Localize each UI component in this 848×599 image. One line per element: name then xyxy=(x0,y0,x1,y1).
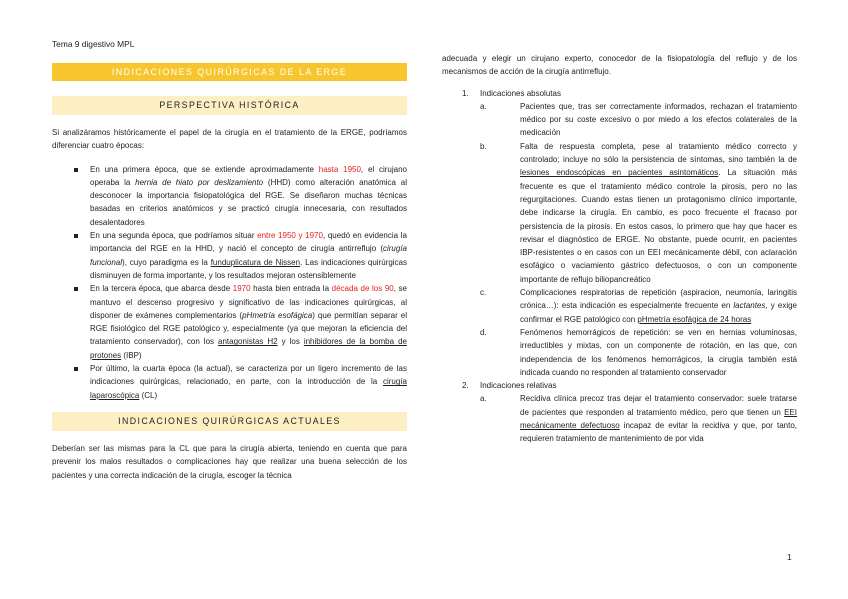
section-title: Indicaciones relativas xyxy=(480,381,557,391)
document-header: Tema 9 digestivo MPL xyxy=(52,39,135,49)
history-item-3: En la tercera época, que abarca desde 1970 hasta bien entrada la década de los 90, se mantuvo el descenso progresivo y significativo de las indicaciones quirúrgicas, al disponer de exámenes complementarios (pHmetría esofágica) que permitían separar el RGE fisiológico del RGE patológico y, especialmente (ya que mejoran la eficiencia del tratamiento conservador), con los antagonistas H2 y los inhibidores de la bomba de protones (IBP) xyxy=(52,282,407,362)
indication-item-a: a. Pacientes que, tras ser correctamente informados, rechazan el tratamiento médico por su coste excesivo o por miedo a los efectos colaterales de la medicación xyxy=(480,101,797,138)
continuation-paragraph: adecuada y elegir un cirujano experto, conocedor de la fisiopatología del reflujo y de los mecanismos de acción de la cirugía antirreflujo. xyxy=(442,54,797,77)
indications-absolutas: 1. Indicaciones absolutas a. Pacientes que, tras ser correctamente informados, rechazan el tratamiento médico por su coste excesivo o por miedo a los efectos colaterales de la medicación b. Falta de respuesta completa, pese al tratamiento médico correcto y controlado; incluye no sólo la persistencia de síntomas, sino también la de lesiones endoscópicas en pacientes asintomáticos. La situación más frecuente es que el tratamiento médico controle la pirosis, pero no las regurgitaciones. Cuando estas tienen un protagonismo clínico importante, debe indicarse la cirugía. En cambio, es poco frecuente el fracaso por persistencia de la pirosis. En estos casos, lo primero que hay que hacer es revisar el diagnóstico de ERGE. No obstante, puede ocurrir, en pacientes IBP-resistentes o en casos con un EEI mecánicamente débil, con aclaración esofágico o vaciamiento gástrico defectuosos, o con un componente importante de reflujo biliopancreático c. Complicaciones respiratorias de repetición (aspiracion, neumonía, laringitis crónica…): esta indicación es especialmente frecuente en lactantes, y exige confirmar el RGE patológico con pHmetría esofágica de 24 horas d. Fenómenos hemorrágicos de repetición: se ven en hernias voluminosas, irreductibles y mixtas, con un componente de rotación, en las que, con independencia de los fenómenos hemorrágicos, la cirugía también está indicada cuando no responden al tratamiento conservador xyxy=(442,87,797,380)
section-banner-indicaciones: INDICACIONES QUIRÚRGICAS DE LA ERGE xyxy=(52,63,407,81)
highlight-text: 1970 xyxy=(232,284,251,294)
underlined-term: inhibidores de la bomba de protones xyxy=(90,337,407,360)
history-item-4: Por último, la cuarta época (la actual), se caracteriza por un ligero incremento de las indicaciones quirúrgicas, relacionado, en parte, con la introducción de la cirugía laparoscópica (CL) xyxy=(52,362,407,402)
underlined-term: antagonistas H2 xyxy=(218,337,278,347)
highlight-text: década de los 90 xyxy=(331,284,394,294)
indication-item-b: b. Falta de respuesta completa, pese al tratamiento médico correcto y controlado; incluye no sólo la persistencia de síntomas, sino también la de lesiones endoscópicas en pacientes asintomáticos. La situación más frecuente es que el tratamiento médico controle la pirosis, pero no las regurgitaciones. Cuando estas tienen un protagonismo clínico importante, debe indicarse la cirugía. En cambio, es poco frecuente el fracaso por persistencia de la pirosis. En estos casos, lo primero que hay que hacer es revisar el diagnóstico de ERGE. No obstante, puede ocurrir, en pacientes IBP-resistentes o en casos con un EEI mecánicamente débil, con aclaración esofágico o vaciamiento gástrico defectuosos, o con un componente importante de reflujo biliopancreático xyxy=(480,141,797,284)
bullet-icon xyxy=(74,367,78,371)
highlight-text: entre 1950 y 1970 xyxy=(257,231,323,241)
highlight-text: hasta 1950 xyxy=(318,164,361,174)
section-title: Indicaciones absolutas xyxy=(480,88,561,98)
history-list xyxy=(52,163,407,402)
closing-paragraph: Deberían ser las mismas para la CL que para la cirugía abierta, teniendo en cuenta que para prevenir los malos resultados o complicaciones hay que realizar una buena selección de los pacientes y una correcta indicación de la cirugía, escoger la técnica xyxy=(52,443,407,480)
underlined-term: cirugía laparoscópica xyxy=(90,377,407,400)
intro-paragraph: Si analizáramos históricamente el papel de la cirugía en el tratamiento de la ERGE, podríamos diferenciar cuatro épocas: xyxy=(52,128,407,151)
subsection-banner-historica: PERSPECTIVA HISTÓRICA xyxy=(52,96,407,115)
history-item-2: En una segunda época, que podríamos situar entre 1950 y 1970, quedó en evidencia la importancia del RGE en la HHD, y nació el concepto de cirugía antirreflujo (cirugía funcional), cuyo paradigma es la funduplicatura de Nissen. Las indicaciones quirúrgicas disminuyen de forma importante, y los resultados mejoran ostensiblemente xyxy=(52,229,407,282)
history-item-1: En una primera época, que se extiende aproximadamente hasta 1950, el cirujano operaba la hernia de hiato por deslizamiento (HHD) como alteración anatómica al desconocer la importancia fisiopatológica del RGE. Se diseñaron muchas técnicas basadas en criterios anatómicos y se practicó cirugía innecesaria, con resultados desalentadores xyxy=(52,163,407,229)
page-number: 1 xyxy=(787,552,792,562)
indication-item-d: d. Fenómenos hemorrágicos de repetición: se ven en hernias voluminosas, irreductibles y mixtas, con un componente de rotación, en las que, con independencia de los fenómenos hemorrágicos, la cirugía también está indicada cuando no responden al tratamiento conservador xyxy=(480,327,797,377)
indications-list xyxy=(442,87,797,446)
bullet-icon xyxy=(74,168,78,172)
bullet-icon xyxy=(74,287,78,291)
indication-item-c: c. Complicaciones respiratorias de repetición (aspiracion, neumonía, laringitis crónica…): esta indicación es especialmente frecuente en lactantes, y exige confirmar el RGE patológico con pHmetría esofágica de 24 horas xyxy=(480,288,797,324)
underlined-term: lesiones endoscópicas en pacientes asintomáticos xyxy=(520,168,719,178)
underlined-term: funduplicatura de Nissen xyxy=(210,257,301,267)
indication-item-a: a. Recidiva clínica precoz tras dejar el tratamiento conservador: suele tratarse de pacientes que responden al tratamiento médico, pero que tienen un EEI mecánicamente defectuoso incapaz de evitar la recidiva y que, por tanto, requieren tratamiento de mantenimiento de por vida xyxy=(480,394,797,444)
subsection-banner-actuales: INDICACIONES QUIRÚRGICAS ACTUALES xyxy=(52,412,407,431)
underlined-term: EEI mecánicamente defectuoso xyxy=(520,407,797,431)
bullet-icon xyxy=(74,234,78,238)
left-column xyxy=(52,63,407,482)
right-column xyxy=(442,52,797,446)
underlined-term: pHmetría esofágica de 24 horas xyxy=(637,314,752,324)
indications-relativas: 2. Indicaciones relativas a. Recidiva clínica precoz tras dejar el tratamiento conservador: suele tratarse de pacientes que responden al tratamiento médico, pero que tienen un EEI mecánicamente defectuoso incapaz de evitar la recidiva y que, por tanto, requieren tratamiento de mantenimiento de por vida xyxy=(442,379,797,445)
